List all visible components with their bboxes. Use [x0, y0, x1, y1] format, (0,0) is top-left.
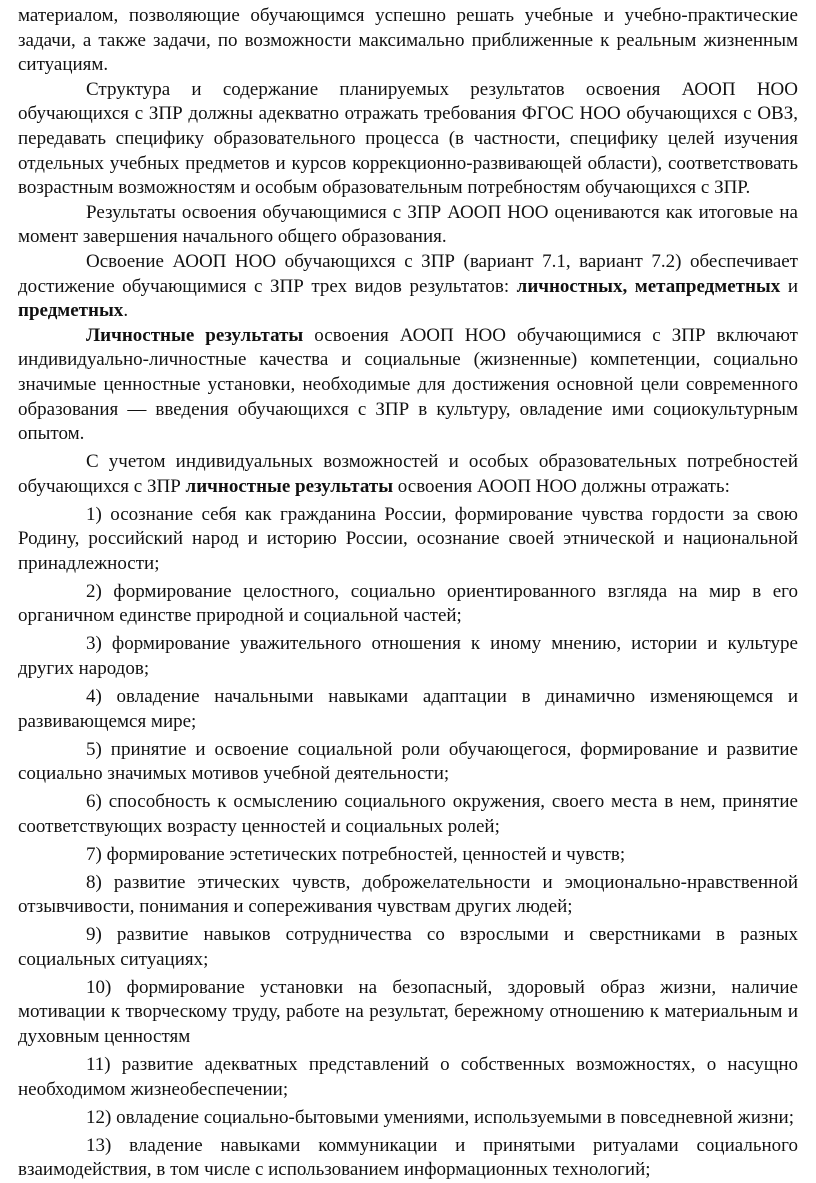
list-item: 3) формирование уважительного отношения к иному мнению, истории и культуре других народов; — [18, 633, 798, 679]
list-item: 9) развитие навыков сотрудничества со взрослыми и сверстниками в разных социальных ситуациях; — [18, 924, 798, 970]
personal-results-text: освоения АООП НОО обучающимися с ЗПР включают индивидуально-личностные качества и социальные (жизненные) компетенции, социально значимые ценностные установки, необходимые для достижения основной цели современного образования — введения обучающихся с ЗПР в культуру, овладение ими социокультурным опытом. — [18, 324, 798, 445]
considering-bold: личностные результаты — [185, 475, 394, 497]
paragraph-continuation: материалом, позволяющие обучающимся успешно решать учебные и учебно-практические задачи, а также задачи, по возможности максимально приближенные к реальным жизненным ситуациям. — [18, 5, 798, 76]
considering-text: С учетом индивидуальных возможностей и особых образовательных потребностей обучающихся с ЗПР — [18, 451, 798, 497]
list-item: 10) формирование установки на безопасный, здоровый образ жизни, наличие мотивации к творческому труду, работе на результат, бережному отношению к материальным и духовным ценностям — [18, 976, 798, 1048]
paragraph-structure: Структура и содержание планируемых результатов освоения АООП НОО обучающихся с ЗПР должны адекватно отражать требования ФГОС НОО обучающихся с ОВЗ, передавать специфику образовательного процесса (в частности, специфику целей изучения отдельных учебных предметов и курсов коррекционно-развивающей области), соответствовать возрастным возможностям и особым образовательным потребностям обучающихся с ЗПР. — [18, 78, 798, 199]
list-item: 4) овладение начальными навыками адаптации в динамично изменяющемся и развивающемся мире; — [18, 685, 798, 732]
considering-end: освоения АООП НОО должны отражать: — [393, 475, 730, 497]
list-item: 6) способность к осмыслению социального окружения, своего места в нем, принятие соответствующих возрасту ценностей и социальных ролей; — [18, 791, 798, 837]
mastery-bold-subject: предметных — [18, 300, 124, 322]
list-item: 1) осознание себя как гражданина России, формирование чувства гордости за свою Родину, российский народ и историю России, осознание своей этнической и национальной принадлежности; — [18, 503, 798, 574]
paragraph-considering — [18, 450, 798, 499]
list-item: 13) владение навыками коммуникации и принятыми ритуалами социального взаимодействия, в том числе с использованием информационных технологий; — [18, 1134, 798, 1181]
personal-results-heading: Личностные результаты — [86, 324, 304, 346]
list-item: 8) развитие этических чувств, доброжелательности и эмоционально-нравственной отзывчивости, понимания и сопереживания чувствам других людей; — [18, 871, 798, 918]
paragraph-personal-results — [18, 324, 798, 447]
mastery-bold-personal-meta: личностных, метапредметных — [516, 275, 781, 297]
list-item: 2) формирование целостного, социально ориентированного взгляда на мир в его органичном единстве природной и социальной частей; — [18, 580, 798, 627]
paragraph-mastery — [18, 250, 798, 324]
mastery-text: Освоение АООП НОО обучающихся с ЗПР (вариант 7.1, вариант 7.2) обеспечивает достижение обучающимися с ЗПР трех видов результатов: — [18, 250, 798, 297]
mastery-end: . — [123, 300, 129, 322]
list-item: 12) овладение социально-бытовыми умениями, используемыми в повседневной жизни; — [86, 1106, 795, 1128]
mastery-connector: и — [780, 275, 798, 297]
list-item: 11) развитие адекватных представлений о собственных возможностях, о насущно необходимом жизнеобеспечении; — [18, 1054, 798, 1100]
list-item: 7) формирование эстетических потребностей, ценностей и чувств; — [86, 843, 626, 865]
paragraph-results-assessed: Результаты освоения обучающимися с ЗПР АООП НОО оцениваются как итоговые на момент завершения начального общего образования. — [18, 201, 798, 248]
document-page — [18, 4, 798, 1183]
list-item: 5) принятие и освоение социальной роли обучающегося, формирование и развитие социально значимых мотивов учебной деятельности; — [18, 738, 798, 785]
